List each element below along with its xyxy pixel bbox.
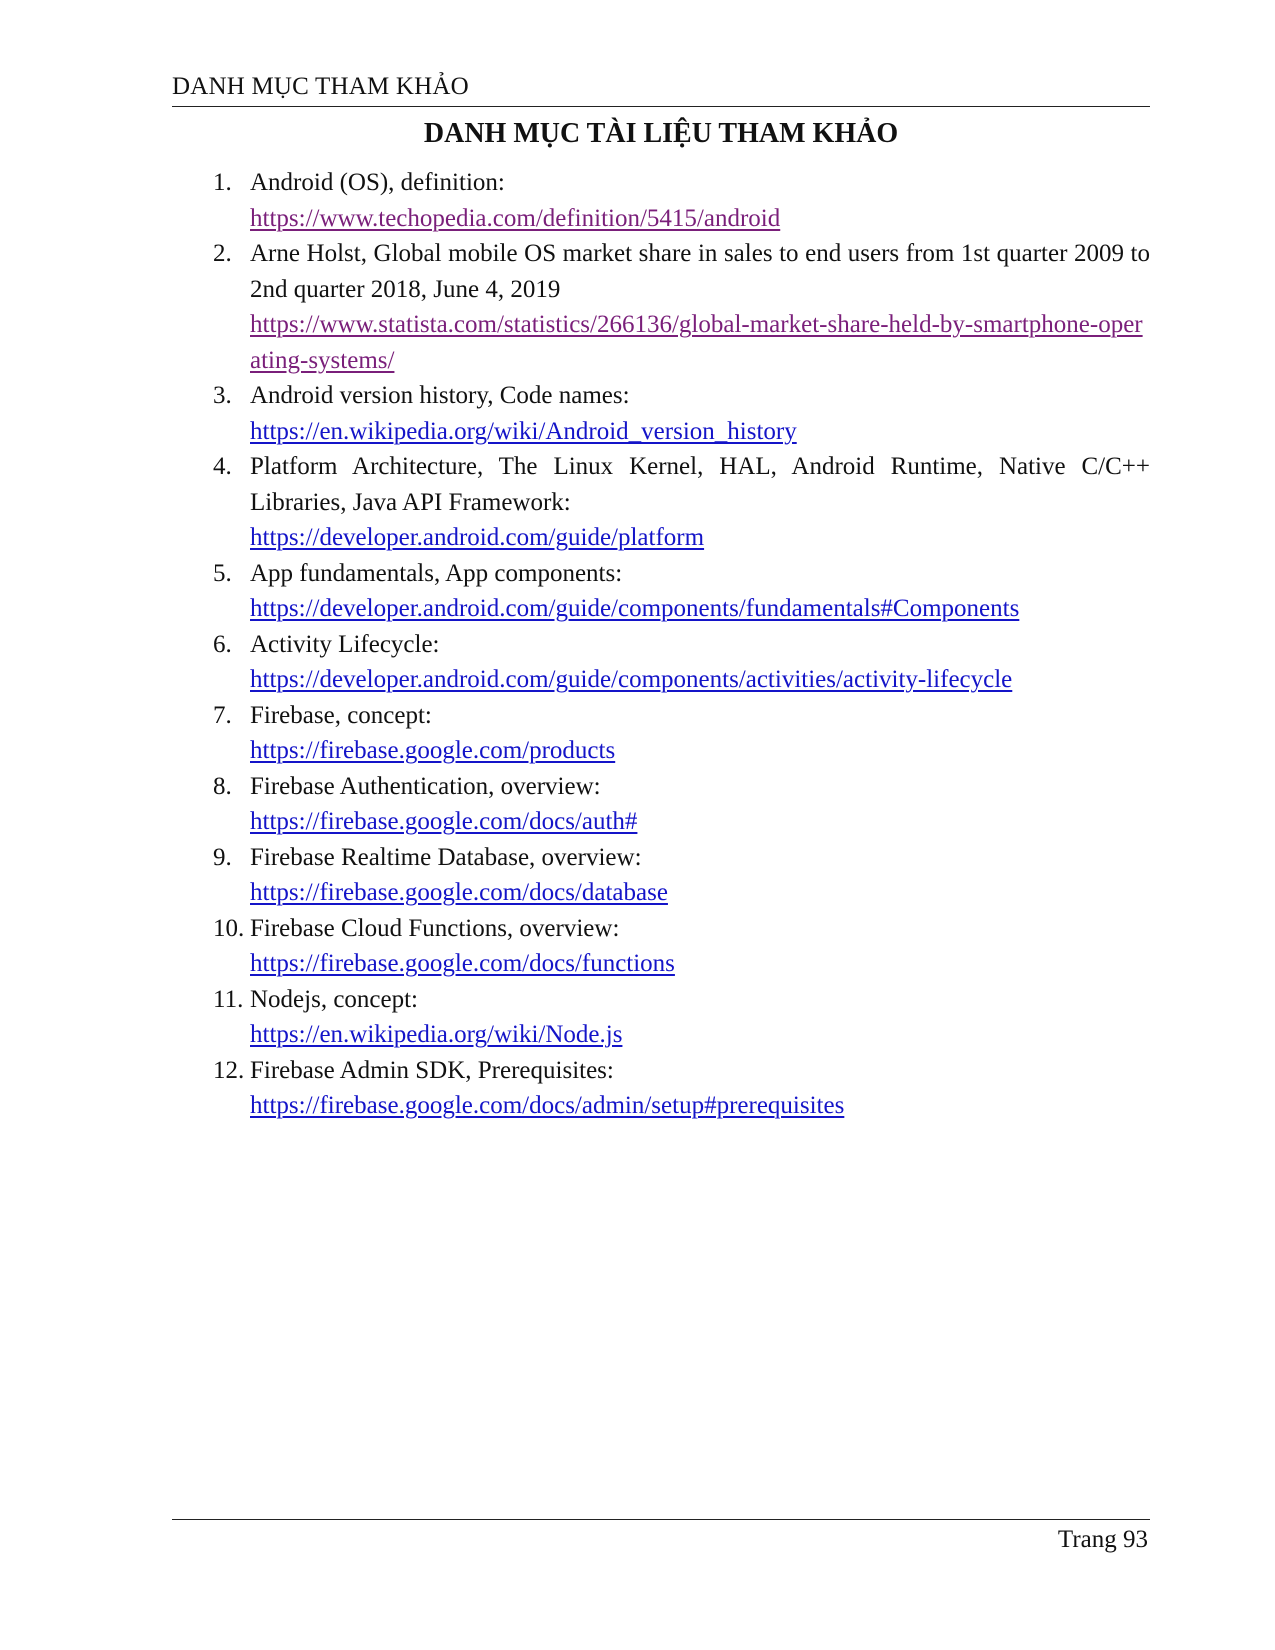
reference-text: Firebase Cloud Functions, overview:	[250, 914, 620, 942]
reference-link[interactable]: https://en.wikipedia.org/wiki/Node.js	[250, 1021, 623, 1048]
reference-number: 10.	[213, 914, 245, 942]
reference-link[interactable]: https://developer.android.com/guide/components/fundamentals#Components	[250, 595, 1020, 622]
reference-number: 11.	[213, 985, 244, 1013]
page-number: Trang 93	[1057, 1526, 1148, 1553]
reference-link[interactable]: https://developer.android.com/guide/components/activities/activity-lifecycle	[250, 666, 1013, 693]
reference-number: 8.	[213, 772, 232, 800]
reference-text: Arne Holst, Global mobile OS market share in sales to end users from 1st quarter 2009 to 2nd quarter 2018, June 4, 2019	[250, 240, 1150, 303]
running-header: DANH MỤC THAM KHẢO	[172, 73, 469, 100]
reference-link[interactable]: https://firebase.google.com/docs/auth#	[250, 808, 638, 835]
reference-text: Android version history, Code names:	[250, 382, 630, 409]
reference-text: Firebase Authentication, overview:	[250, 772, 601, 800]
reference-number: 5.	[213, 559, 232, 587]
reference-text: Firebase, concept:	[250, 701, 432, 729]
reference-item-12	[172, 1053, 1150, 1124]
reference-link[interactable]: https://firebase.google.com/docs/database	[250, 879, 668, 906]
reference-item-3	[172, 378, 1150, 449]
reference-number: 1.	[213, 169, 232, 196]
page-title: DANH MỤC TÀI LIỆU THAM KHẢO	[423, 118, 899, 149]
reference-number: 2.	[213, 240, 232, 267]
reference-number: 4.	[213, 453, 232, 480]
reference-list	[172, 165, 1150, 1124]
reference-item-5	[172, 556, 1150, 627]
reference-item-8	[172, 769, 1150, 840]
reference-link[interactable]: https://firebase.google.com/products	[250, 737, 616, 764]
reference-item-10	[172, 911, 1150, 982]
reference-item-11	[172, 982, 1150, 1053]
reference-link[interactable]: https://www.statista.com/statistics/266136/global-market-share-held-by-smartphone-operating-systems/	[250, 311, 1143, 374]
header-divider	[172, 106, 1150, 107]
reference-text: Firebase Admin SDK, Prerequisites:	[250, 1056, 614, 1084]
reference-number: 7.	[213, 701, 232, 729]
reference-link[interactable]: https://firebase.google.com/docs/admin/setup#prerequisites	[250, 1092, 845, 1119]
reference-number: 9.	[213, 843, 232, 871]
reference-number: 12.	[213, 1056, 245, 1084]
reference-text: Activity Lifecycle:	[250, 630, 440, 658]
reference-item-7	[172, 698, 1150, 769]
reference-link[interactable]: https://www.techopedia.com/definition/5415/android	[250, 204, 781, 232]
reference-number: 6.	[213, 630, 232, 658]
reference-link[interactable]: https://en.wikipedia.org/wiki/Android_version_history	[250, 417, 797, 445]
reference-link[interactable]: https://firebase.google.com/docs/functions	[250, 950, 675, 977]
reference-item-1	[172, 165, 1150, 236]
reference-item-4	[172, 449, 1150, 556]
reference-item-2	[172, 236, 1150, 378]
reference-text: Platform Architecture, The Linux Kernel, HAL, Android Runtime, Native C/C++ Libraries, Java API Framework:	[250, 453, 1150, 516]
reference-text: Firebase Realtime Database, overview:	[250, 843, 642, 871]
footer-divider	[172, 1519, 1150, 1520]
reference-text: App fundamentals, App components:	[250, 559, 623, 587]
reference-number: 3.	[213, 382, 232, 409]
reference-item-9	[172, 840, 1150, 911]
reference-item-6	[172, 627, 1150, 698]
reference-link[interactable]: https://developer.android.com/guide/platform	[250, 524, 705, 551]
reference-text: Nodejs, concept:	[250, 985, 419, 1013]
reference-text: Android (OS), definition:	[250, 169, 505, 196]
